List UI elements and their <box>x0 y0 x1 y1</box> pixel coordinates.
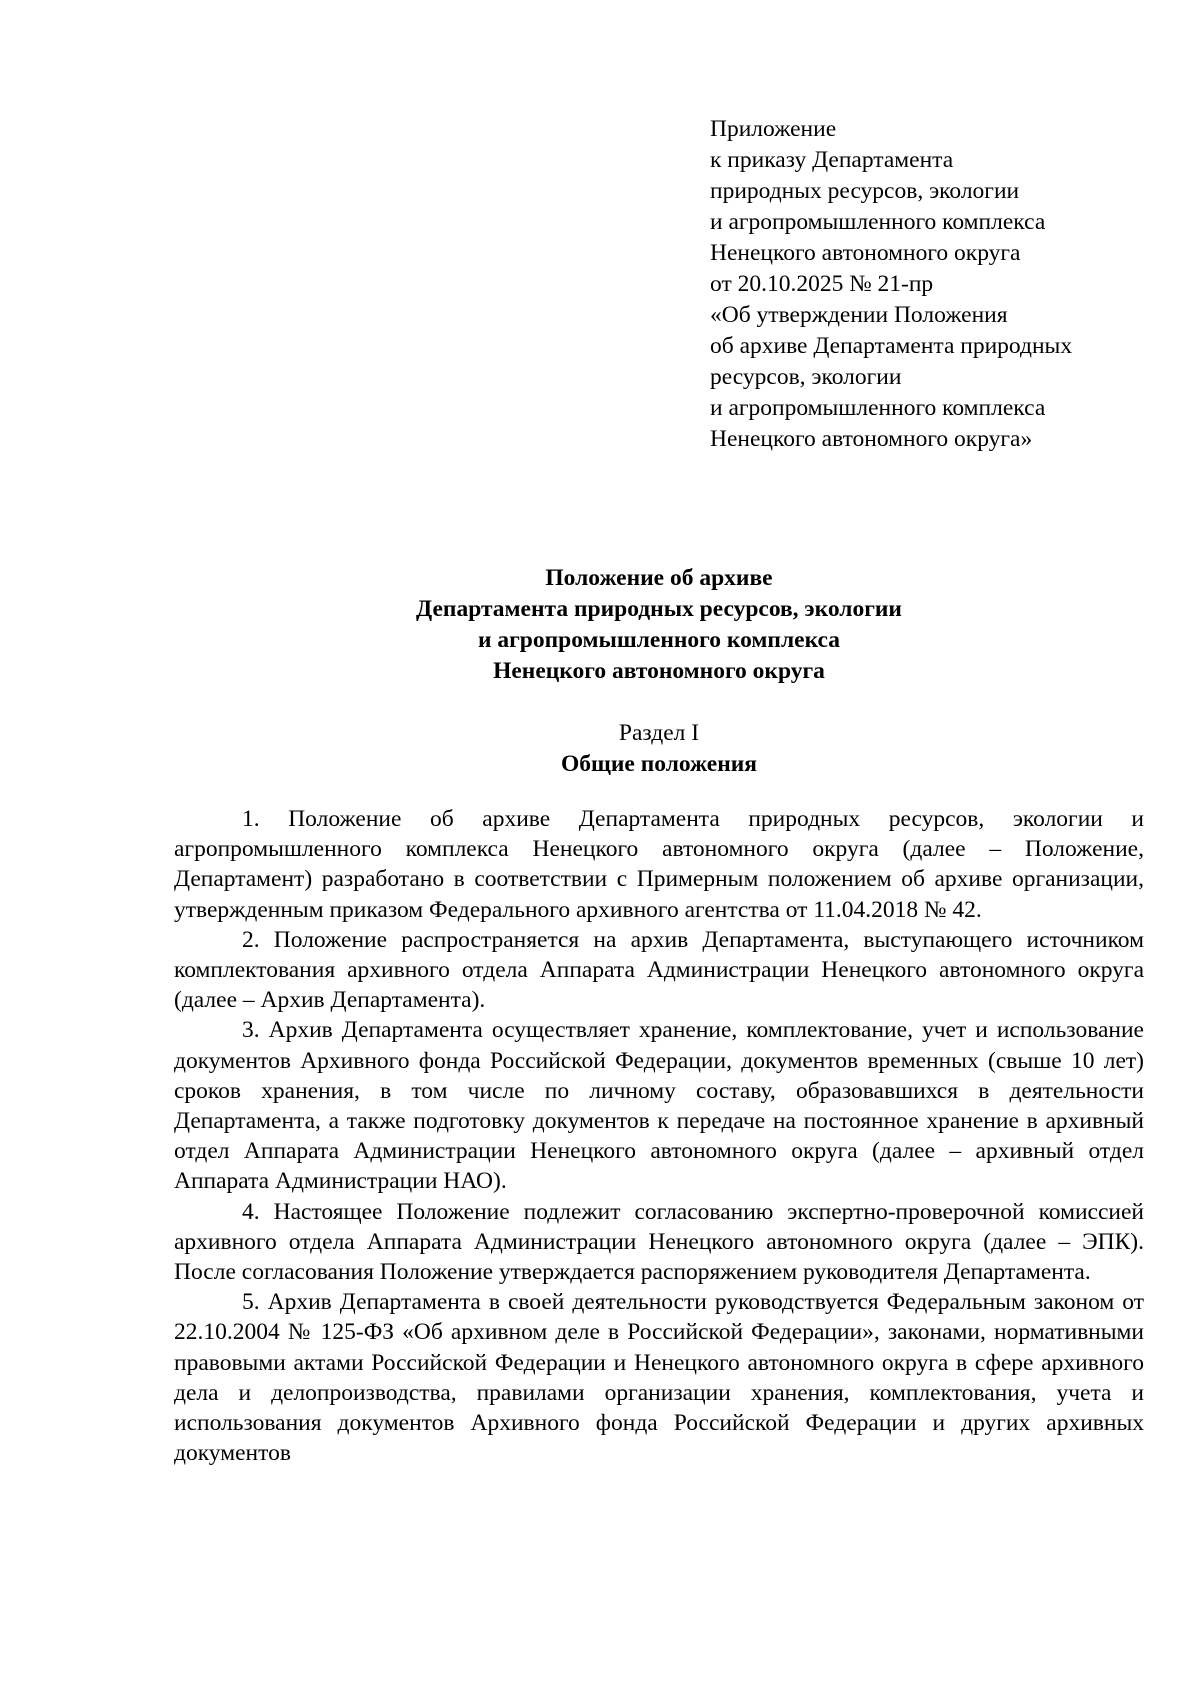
appendix-line: «Об утверждении Положения <box>710 302 1008 328</box>
section-header <box>174 718 1144 780</box>
section-heading: Общие положения <box>561 751 757 777</box>
appendix-line: и агропромышленного комплекса <box>710 395 1046 421</box>
title-line: Положение об архиве <box>545 565 773 591</box>
document-title <box>174 563 1144 687</box>
paragraph: 5. Архив Департамента в своей деятельности руководствуется Федеральным законом от 22.10.2004 № 125-ФЗ «Об архивном деле в Российской Федерации», законами, нормативными правовыми актами Российской Федерации и Ненецкого автономного округа в сфере архивного дела и делопроизводства, правилами организации хранения, комплектования, учета и использования документов Архивного фонда Российской Федерации и других архивных документов <box>174 1289 1144 1467</box>
paragraph: 2. Положение распространяется на архив Департамента, выступающего источником комплектования архивного отдела Аппарата Администрации Ненецкого автономного округа (далее – Архив Департамента). <box>174 926 1144 1014</box>
appendix-line: от 20.10.2025 № 21-пр <box>710 271 934 297</box>
paragraph: 3. Архив Департамента осуществляет хранение, комплектование, учет и использование документов Архивного фонда Российской Федерации, документов временных (свыше 10 лет) сроков хранения, в том числе по личному составу, образовавшихся в деятельности Департамента, а также подготовку документов к передаче на постоянное хранение в архивный отдел Аппарата Администрации Ненецкого автономного округа (далее – архивный отдел Аппарата Администрации НАО). <box>174 1017 1144 1195</box>
appendix-line: и агропромышленного комплекса <box>710 209 1046 235</box>
appendix-line: природных ресурсов, экологии <box>710 178 1020 204</box>
appendix-line: Приложение <box>710 116 837 142</box>
appendix-block <box>710 114 1180 455</box>
paragraph: 4. Настоящее Положение подлежит согласованию экспертно-проверочной комиссией архивного отдела Аппарата Администрации Ненецкого автономного округа (далее – ЭПК). После согласования Положение утверждается распоряжением руководителя Департамента. <box>174 1198 1144 1286</box>
appendix-line: Ненецкого автономного округа <box>710 240 1021 266</box>
appendix-line: ресурсов, экологии <box>710 364 902 390</box>
appendix-line: об архиве Департамента природных <box>710 333 1073 359</box>
appendix-line: Ненецкого автономного округа» <box>710 426 1033 452</box>
title-line: и агропромышленного комплекса <box>477 627 841 653</box>
paragraph: 1. Положение об архиве Департамента природных ресурсов, экологии и агропромышленного комплекса Ненецкого автономного округа (далее – Положение, Департамент) разработано в соответствии с Примерным положением об архиве организации, утвержденным приказом Федерального архивного агентства от 11.04.2018 № 42. <box>174 806 1144 923</box>
document-body <box>174 804 1144 1468</box>
section-number: Раздел I <box>618 720 700 746</box>
title-line: Ненецкого автономного округа <box>493 658 825 684</box>
appendix-line: к приказу Департамента <box>710 147 954 173</box>
title-line: Департамента природных ресурсов, экологии <box>416 596 902 622</box>
